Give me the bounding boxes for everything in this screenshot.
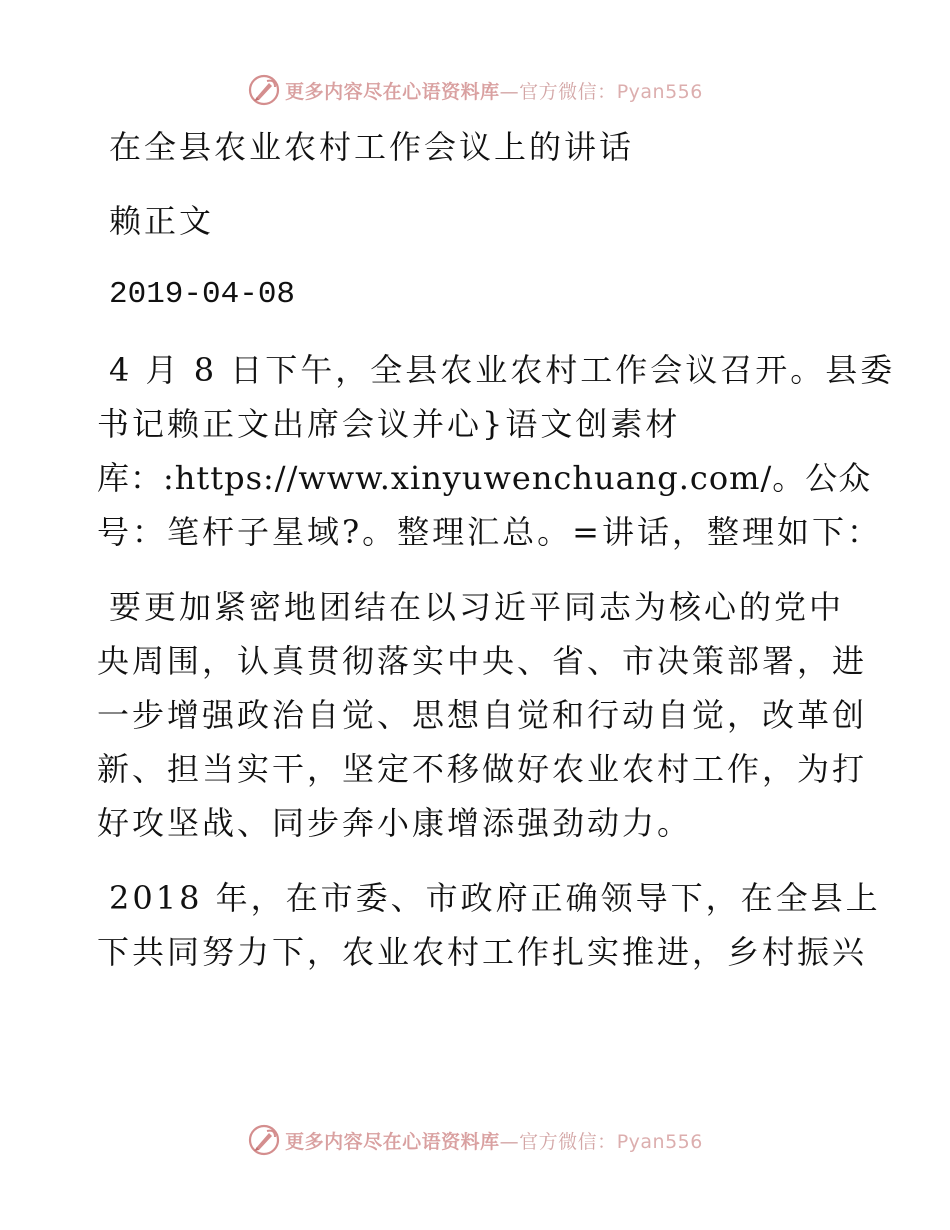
paragraph-line: 号：笔杆子星域?。整理汇总。=讲话，整理如下： [97,513,882,551]
paragraph-line: 书记赖正文出席会议并心}语文创素材 [97,405,681,443]
pen-logo-icon [247,1123,281,1157]
watermark-text: 更多内容尽在心语资料库—官方微信：Pyan556 [285,80,703,103]
header-watermark [0,72,950,108]
document-title: 在全县农业农村工作会议上的讲话 [109,128,635,166]
paragraph-line: 好攻坚战、同步奔小康增添强劲动力。 [97,804,693,842]
paragraph-line: 要更加紧密地团结在以习近平同志为核心的党中 [109,588,845,626]
paragraph-line: 4 月 8 日下午，全县农业农村工作会议召开。县委 [109,351,896,389]
paragraph-line: 一步增强政治自觉、思想自觉和行动自觉，改革创 [97,696,868,734]
paragraph-line: 下共同努力下，农业农村工作扎实推进，乡村振兴 [97,933,868,971]
paragraph-line: 新、担当实干，坚定不移做好农业农村工作，为打 [97,750,868,788]
document-body [97,120,896,979]
paragraph-3 [97,871,881,979]
paragraph-1 [97,343,896,559]
paragraph-2 [97,580,868,850]
paragraph-line: 央周围，认真贯彻落实中央、省、市决策部署，进 [97,642,868,680]
watermark-text: 更多内容尽在心语资料库—官方微信：Pyan556 [285,1130,703,1153]
pen-logo-icon [247,73,281,107]
document-date: 2019-04-08 [109,277,296,312]
paragraph-line: 库：:https://www.xinyuwenchuang.com/。公众 [97,459,872,497]
footer-watermark [0,1122,950,1158]
document-author: 赖正文 [109,202,215,240]
paragraph-line: 2018 年，在市委、市政府正确领导下，在全县上 [109,879,881,917]
